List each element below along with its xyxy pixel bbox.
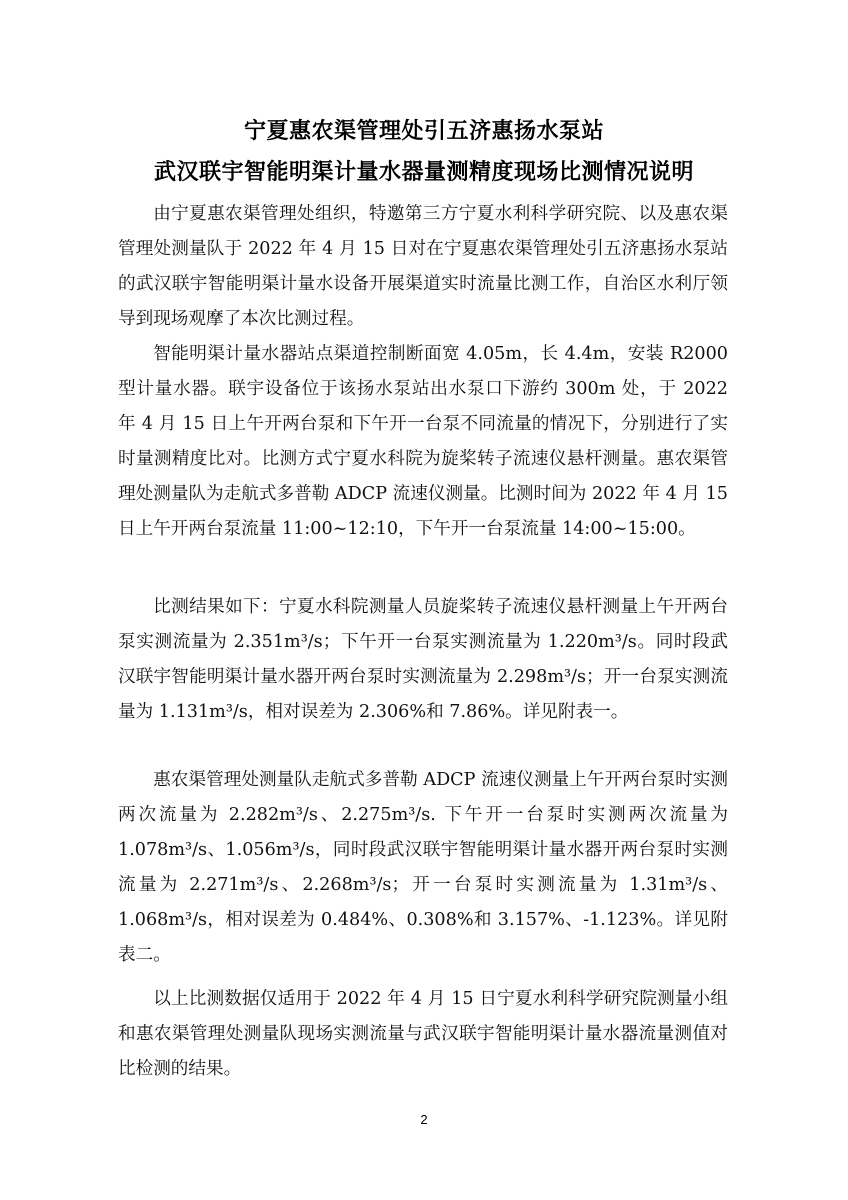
paragraph-conclusion	[118, 982, 728, 1087]
paragraph-results-adcp	[118, 763, 728, 973]
paragraph-text: 以上比测数据仅适用于 2022 年 4 月 15 日宁夏水利科学研究院测量小组和惠农渠管理处测量队现场实测流量与武汉联宇智能明渠计量水器流量测值对比检测的结果。	[118, 989, 728, 1079]
document-title-line-2: 武汉联宇智能明渠计量水器量测精度现场比测情况说明	[153, 160, 694, 185]
document-title-line-1: 宁夏惠农渠管理处引五济惠扬水泵站	[243, 119, 604, 144]
paragraph-text: 由宁夏惠农渠管理处组织，特邀第三方宁夏水利科学研究院、以及惠农渠管理处测量队于 2022 年 4 月 15 日对在宁夏惠农渠管理处引五济惠扬水泵站的武汉联宇智能明渠计量水设备开展渠道实时流量比测工作，自治区水利厅领导到现场观摩了本次比测过程。	[118, 204, 728, 329]
paragraph-results-institute	[118, 590, 728, 730]
paragraph-text: 比测结果如下：宁夏水科院测量人员旋桨转子流速仪悬杆测量上午开两台泵实测流量为 2.351m³/s；下午开一台泵实测流量为 1.220m³/s。同时段武汉联宇智能明渠计量水器开两台泵时实测流量为 2.298m³/s；开一台泵实测流量为 1.131m³/s，相对误差为 2.306%和 7.86%。详见附表一。	[118, 597, 728, 722]
page-number: 2	[420, 1112, 428, 1127]
paragraph-intro	[118, 197, 728, 337]
paragraph-site-method	[118, 337, 728, 547]
paragraph-text: 惠农渠管理处测量队走航式多普勒 ADCP 流速仪测量上午开两台泵时实测两次流量为 2.282m³/s、2.275m³/s. 下午开一台泵时实测两次流量为 1.078m³/s、1.056m³/s，同时段武汉联宇智能明渠计量水器开两台泵时实测流量为 2.271m³/s、2.268m³/s；开一台泵时实测流量为 1.31m³/s、1.068m³/s，相对误差为 0.484%、0.308%和 3.157%、-1.123%。详见附表二。	[118, 770, 728, 965]
paragraph-text: 智能明渠计量水器站点渠道控制断面宽 4.05m，长 4.4m，安装 R2000 型计量水器。联宇设备位于该扬水泵站出水泵口下游约 300m 处，于 2022 年 4 月 15 日上午开两台泵和下午开一台泵不同流量的情况下，分别进行了实时量测精度比对。比测方式宁夏水科院为旋桨转子流速仪悬杆测量。惠农渠管理处测量队为走航式多普勒 ADCP 流速仪测量。比测时间为 2022 年 4 月 15 日上午开两台泵流量 11:00~12:10，下午开一台泵流量 14:00~15:00。	[118, 344, 728, 539]
